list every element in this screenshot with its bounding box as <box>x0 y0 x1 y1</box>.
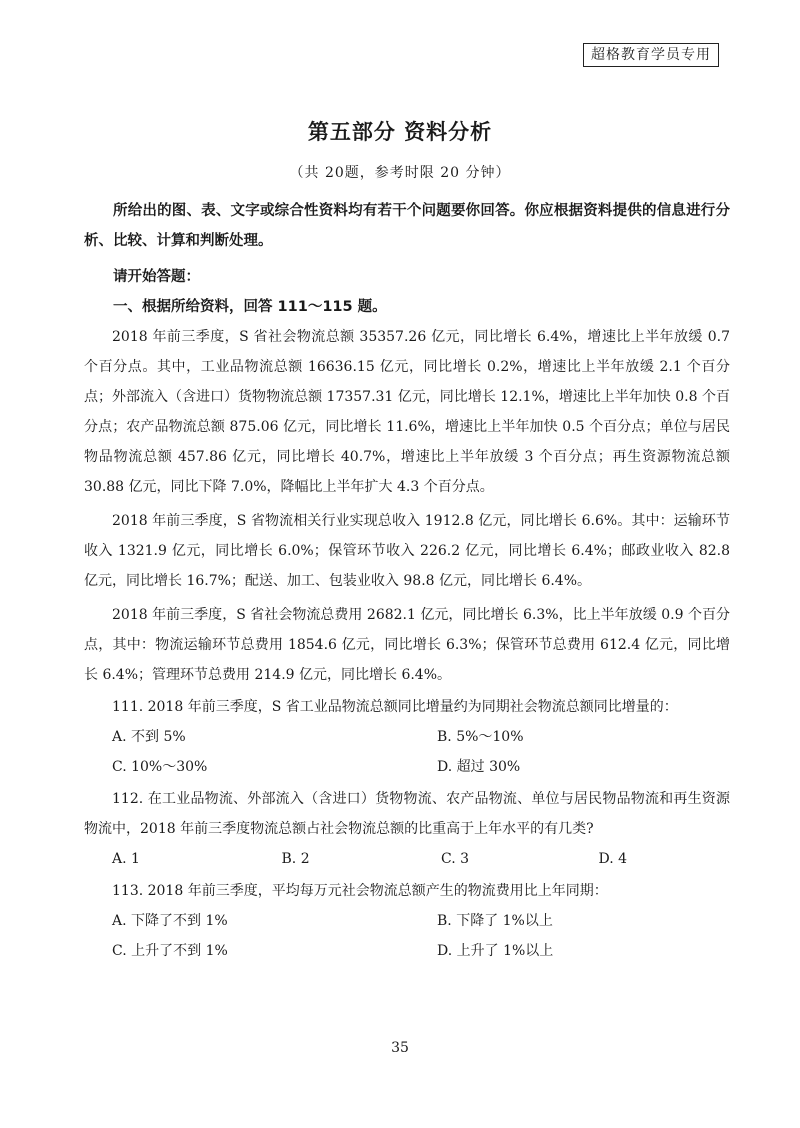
material-paragraph: 2018 年前三季度，S 省社会物流总费用 2682.1 亿元，同比增长 6.3%，比上半年放缓 0.9 个百分点，其中：物流运输环节总费用 1854.6 亿元，同比增长 6.3%；保管环节总费用 612.4 亿元，同比增长 6.4%；管理环节总费用 214.9 亿元，同比增长 6.4%。 <box>84 607 730 683</box>
student-use-stamp: 超格教育学员专用 <box>583 43 719 67</box>
option-d[interactable]: D. 超过 30% <box>437 759 521 775</box>
option-a[interactable]: A. 1 <box>112 851 140 867</box>
question-112-options <box>84 844 730 874</box>
instructions: 所给出的图、表、文字或综合性资料均有若干个问题要你回答。你应根据资料提供的信息进行分析、比较、计算和判断处理。 <box>84 203 730 249</box>
option-b[interactable]: B. 5%～10% <box>437 729 524 745</box>
question-111-options <box>84 722 730 782</box>
option-c[interactable]: C. 3 <box>441 851 470 867</box>
question-113-options <box>84 906 730 966</box>
page-content <box>84 196 730 968</box>
question-111: 111. 2018 年前三季度，S 省工业品物流总额同比增量约为同期社会物流总额同比增量的： <box>112 699 678 715</box>
material-paragraph: 2018 年前三季度，S 省物流相关行业实现总收入 1912.8 亿元，同比增长 6.6%。其中：运输环节收入 1321.9 亿元，同比增长 6.0%；保管环节收入 226.2 亿元，同比增长 6.4%；邮政业收入 82.8 亿元，同比增长 16.7%；配送、加工、包装业收入 98.8 亿元，同比增长 6.4%。 <box>84 513 730 589</box>
section-subtitle: （共 20题，参考时限 20 分钟） <box>289 165 511 181</box>
option-d[interactable]: D. 上升了 1%以上 <box>437 943 554 959</box>
question-112: 112. 在工业品物流、外部流入（含进口）货物物流、农产品物流、单位与居民物品物流和再生资源物流中，2018 年前三季度物流总额占社会物流总额的比重高于上年水平的有几类? <box>84 791 730 837</box>
section-title: 第五部分 资料分析 <box>307 120 493 144</box>
option-d[interactable]: D. 4 <box>598 851 628 867</box>
option-c[interactable]: C. 上升了不到 1% <box>112 943 228 959</box>
option-a[interactable]: A. 不到 5% <box>112 729 186 745</box>
page-number: 35 <box>391 1040 409 1056</box>
question-113: 113. 2018 年前三季度，平均每万元社会物流总额产生的物流费用比上年同期： <box>112 883 608 899</box>
option-b[interactable]: B. 2 <box>281 851 310 867</box>
start-prompt: 请开始答题： <box>113 269 200 285</box>
group-intro: 一、根据所给资料，回答 111～115 题。 <box>113 299 387 315</box>
option-a[interactable]: A. 下降了不到 1% <box>112 913 228 929</box>
option-b[interactable]: B. 下降了 1%以上 <box>437 913 553 929</box>
option-c[interactable]: C. 10%～30% <box>112 759 208 775</box>
material-paragraph: 2018 年前三季度，S 省社会物流总额 35357.26 亿元，同比增长 6.4%，增速比上半年放缓 0.7 个百分点。其中，工业品物流总额 16636.15 亿元，同比增长 0.2%，增速比上半年放缓 2.1 个百分点；外部流入（含进口）货物物流总额 17357.31 亿元，同比增长 12.1%，增速比上半年加快 0.8 个百分点；农产品物流总额 875.06 亿元，同比增长 11.6%，增速比上半年加快 0.5 个百分点；单位与居民物品物流总额 457.86 亿元，同比增长 40.7%，增速比上半年放缓 3 个百分点；再生资源物流总额 30.88 亿元，同比下降 7.0%，降幅比上半年扩大 4.3 个百分点。 <box>84 329 730 495</box>
